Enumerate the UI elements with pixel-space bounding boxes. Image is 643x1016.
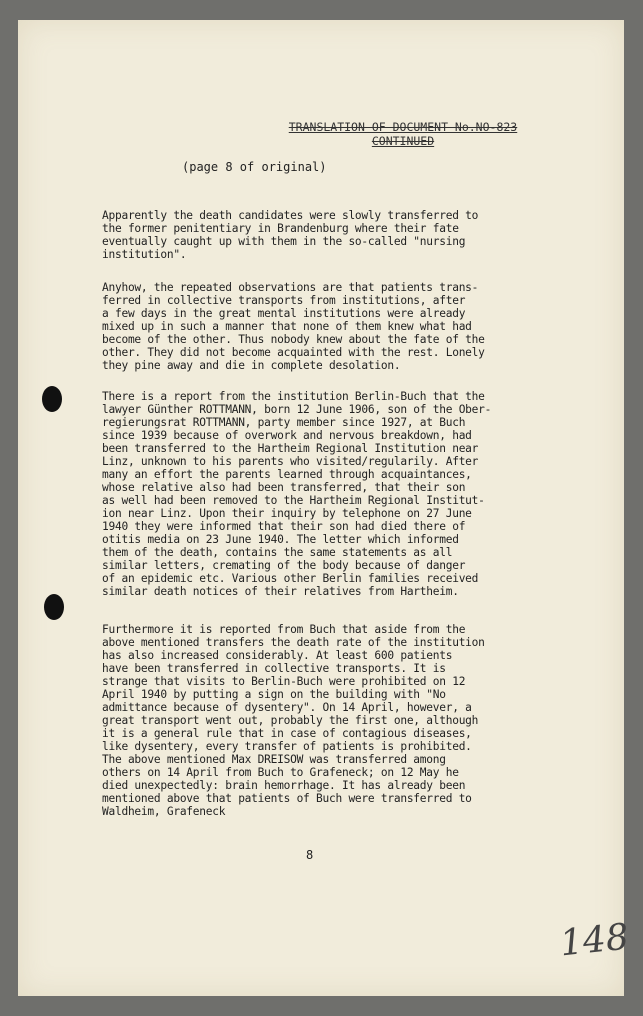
paragraph-3: There is a report from the institution Berlin-Buch that the lawyer Günther ROTTMANN, born 12 June 1906, son of the Ober- regierungsrat ROTTMANN, party member since 1927, at Buch since 1939 because of overwork and nervous breakdown, had been transferred to the Hartheim Regional Institution near Linz, unknown to his parents who visited/regularily. After many an effort the parents learned through acquaintances, whose relative also had been transferred, that their son as well had been removed to the Hartheim Regional Institut- ion near Linz. Upon their inquiry by telephone on 27 June 1940 they were informed that their son had died there of otitis media on 23 June 1940. The letter which informed them of the death, contains the same statements as all similar letters, cremating of the body because of danger of an epidemic etc. Various other Berlin families received similar death notices of their relatives from Hartheim.	[102, 390, 492, 598]
punch-hole-top	[42, 386, 62, 412]
paragraph-4: Furthermore it is reported from Buch that aside from the above mentioned transfers the death rate of the institution has also increased considerably. At least 600 patients have been transferred in collective transports. It is strange that visits to Berlin-Buch were prohibited on 12 April 1940 by putting a sign on the building with "No admittance because of dysentery". On 14 April, however, a great transport went out, probably the first one, although it is a general rule that in case of contagious diseases, like dysentery, every transfer of patients is prohibited. The above mentioned Max DREISOW was transferred among others on 14 April from Buch to Grafeneck; on 12 May he died unexpectedly: brain hemorrhage. It has already been mentioned above that patients of Buch were transferred to Waldheim, Grafeneck	[102, 623, 485, 818]
handwritten-page-number: 148	[558, 916, 631, 965]
header-title: TRANSLATION OF DOCUMENT No.NO-823	[288, 120, 518, 134]
header-subtitle: CONTINUED	[371, 134, 435, 148]
paragraph-1: Apparently the death candidates were slowly transferred to the former penitentiary in Brandenburg where their fate eventually caught up with them in the so-called "nursing institution".	[102, 209, 479, 261]
paragraph-2: Anyhow, the repeated observations are that patients trans- ferred in collective transports from institutions, after a few days in the great mental institutions were already mixed up in such a manner that none of them knew what had become of the other. Thus nobody knew about the fate of the other. They did not become acquainted with the rest. Lonely they pine away and die in complete desolation.	[102, 281, 485, 372]
document-header	[258, 120, 548, 148]
page-number: 8	[306, 848, 314, 862]
original-page-note: (page 8 of original)	[182, 160, 327, 174]
punch-hole-bottom	[44, 594, 64, 620]
